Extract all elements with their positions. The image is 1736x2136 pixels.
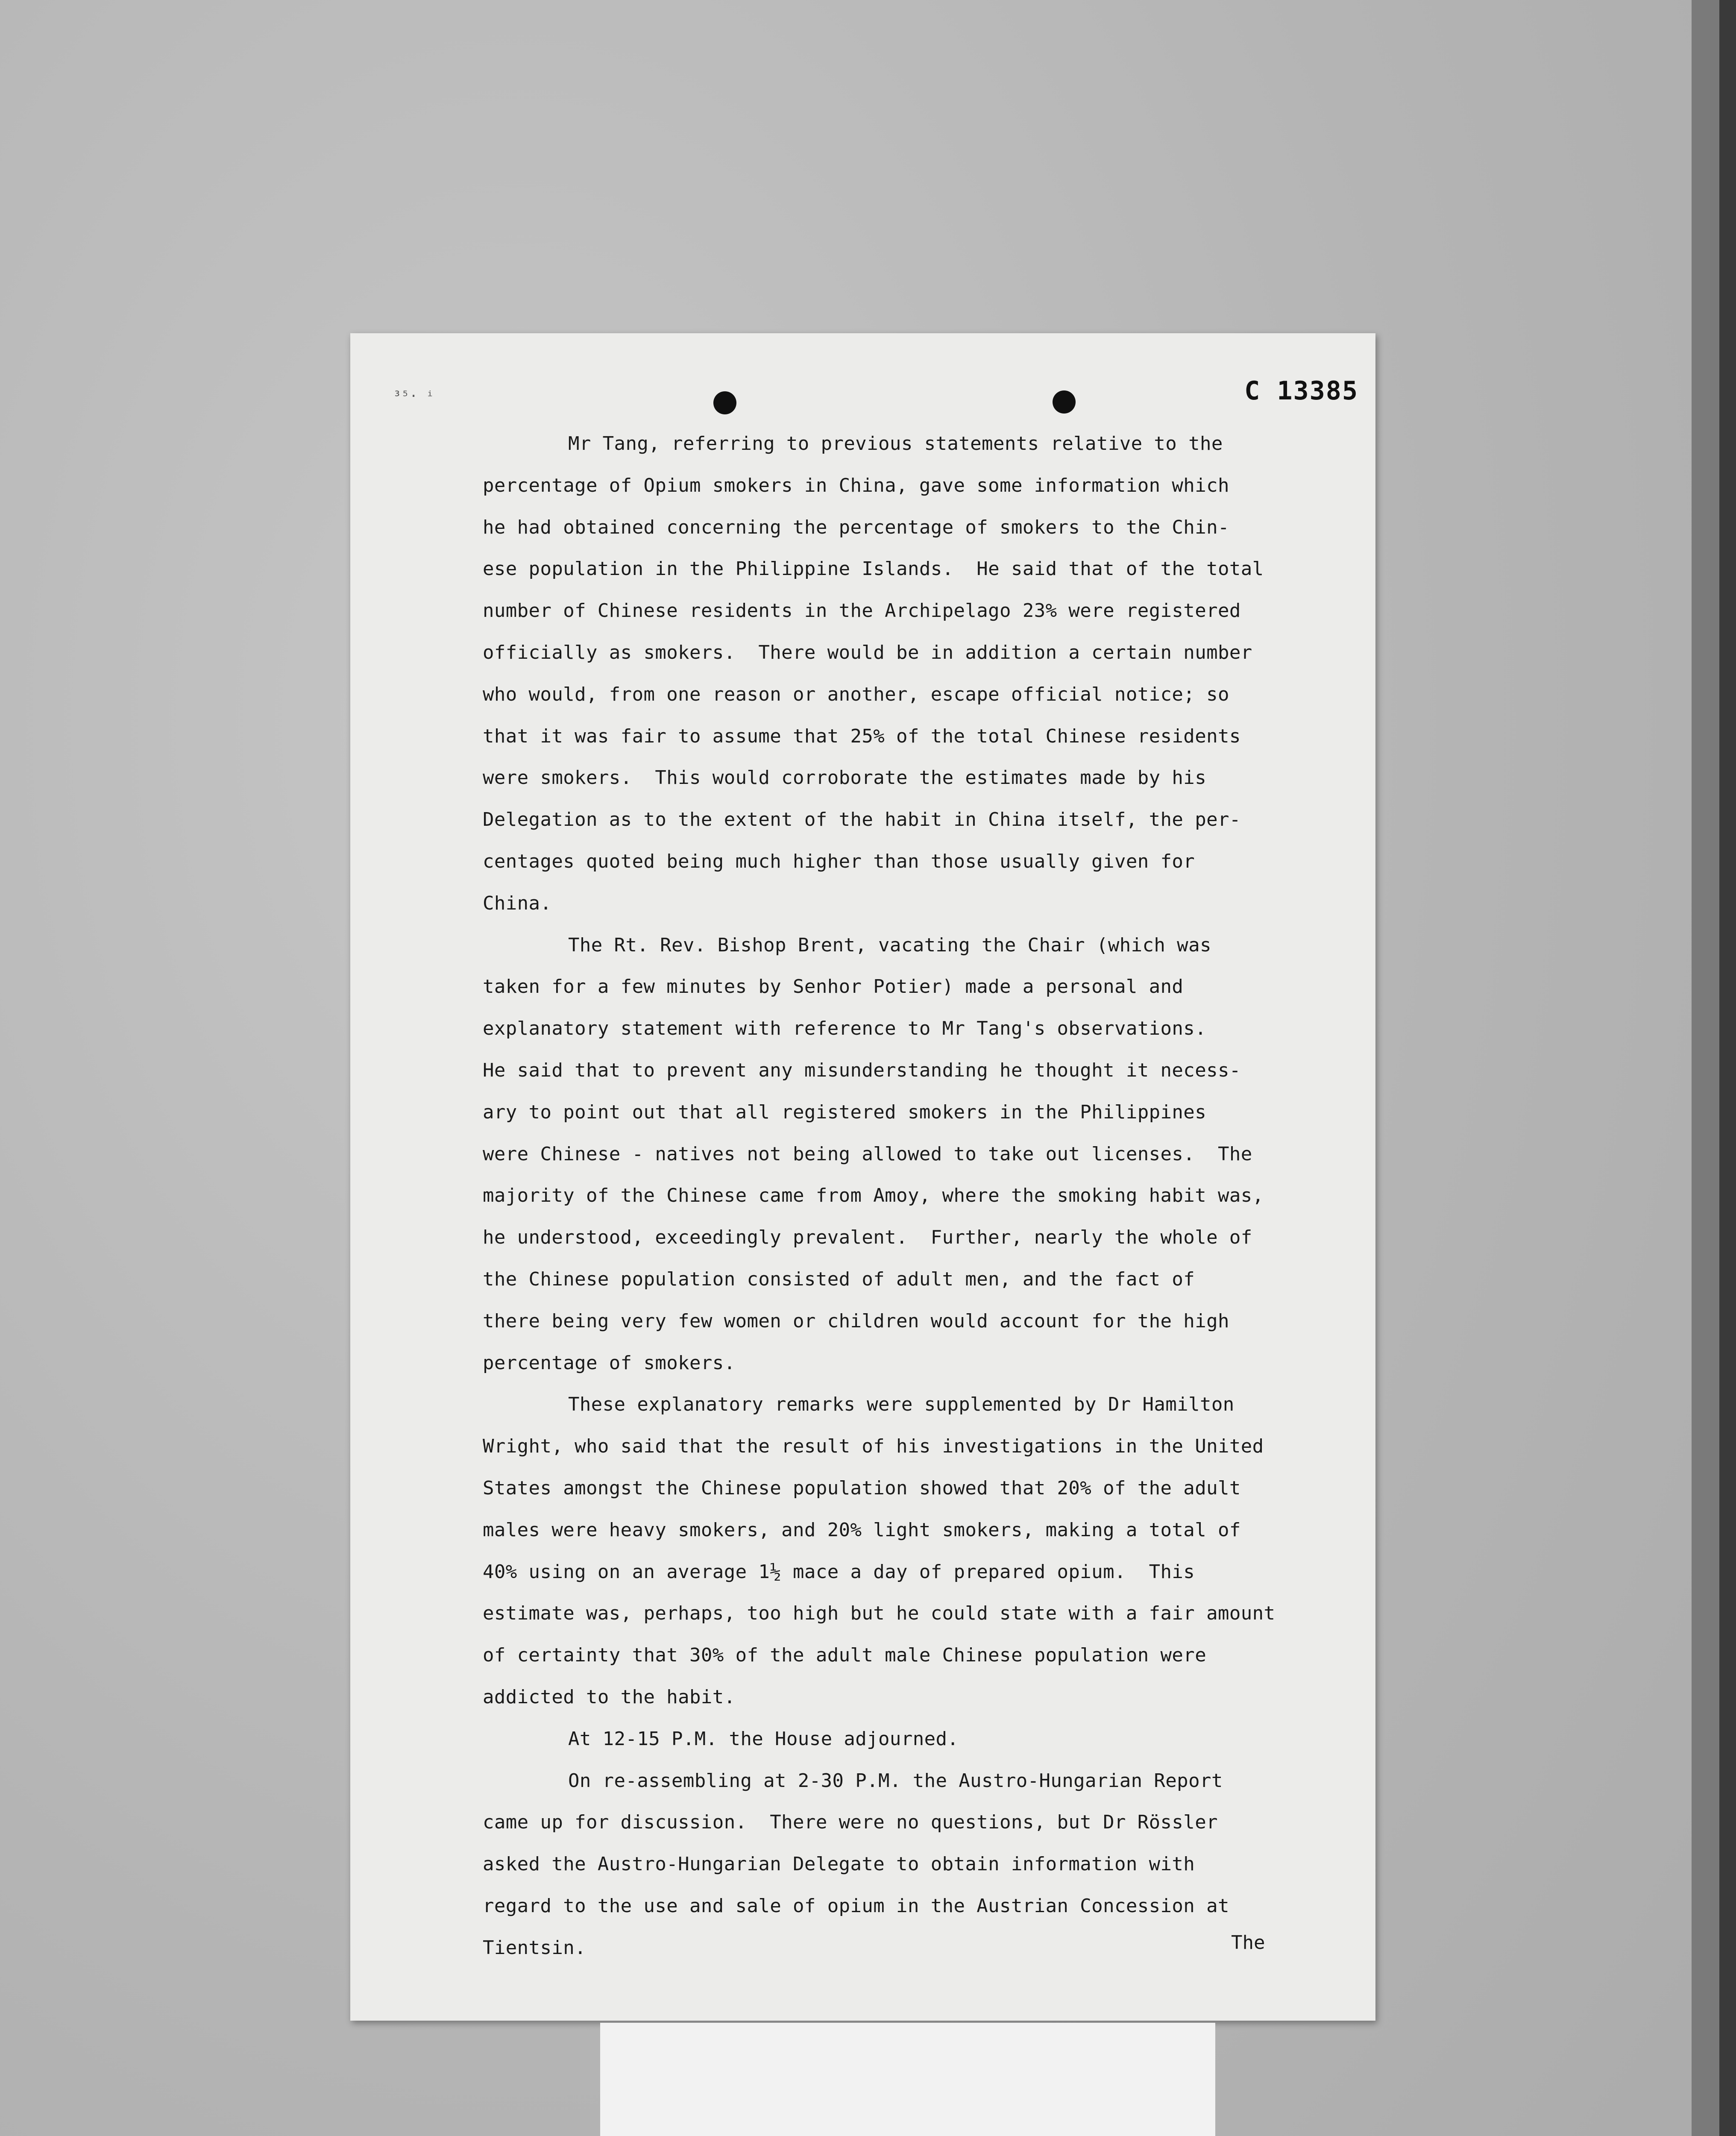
text-line: were Chinese - natives not being allowed to take out licenses. The xyxy=(483,1143,1252,1165)
text-line: centages quoted being much higher than those usually given for xyxy=(483,850,1195,872)
text-line: asked the Austro-Hungarian Delegate to obtain information with xyxy=(483,1853,1195,1875)
text-line: percentage of smokers. xyxy=(483,1352,736,1374)
text-line: of certainty that 30% of the adult male Chinese population were xyxy=(483,1644,1207,1667)
text-line: He said that to prevent any misunderstanding he thought it necess- xyxy=(483,1059,1241,1081)
text-line: The Rt. Rev. Bishop Brent, vacating the Chair (which was xyxy=(568,934,1211,956)
text-line: explanatory statement with reference to Mr Tang's observations. xyxy=(483,1018,1207,1040)
text-line: States amongst the Chinese population showed that 20% of the adult xyxy=(483,1477,1241,1499)
text-line: estimate was, perhaps, too high but he could state with a fair amount xyxy=(483,1602,1276,1625)
text-line: he understood, exceedingly prevalent. Further, nearly the whole of xyxy=(483,1226,1252,1249)
marginal-mark: ³⁵· ⁱ xyxy=(393,388,434,404)
text-line: number of Chinese residents in the Archipelago 23% were registered xyxy=(483,600,1241,622)
catchword: The xyxy=(1231,1932,1265,1954)
punch-hole xyxy=(1053,390,1076,414)
text-line: regard to the use and sale of opium in the Austrian Concession at xyxy=(483,1895,1229,1917)
text-line: ary to point out that all registered smokers in the Philippines xyxy=(483,1101,1207,1123)
text-line: the Chinese population consisted of adult men, and the fact of xyxy=(483,1268,1195,1290)
text-line: At 12-15 P.M. the House adjourned. xyxy=(568,1728,959,1750)
text-line: that it was fair to assume that 25% of the total Chinese residents xyxy=(483,725,1241,747)
document-body xyxy=(483,423,1341,1969)
archive-label-card xyxy=(600,2023,1215,2136)
text-line: majority of the Chinese came from Amoy, where the smoking habit was, xyxy=(483,1185,1264,1207)
document-id-stamp: C 13385 xyxy=(1244,376,1358,406)
film-edge xyxy=(1719,0,1736,2136)
text-line: who would, from one reason or another, escape official notice; so xyxy=(483,683,1229,705)
text-line: Mr Tang, referring to previous statements relative to the xyxy=(568,433,1223,455)
text-line: percentage of Opium smokers in China, gave some information which xyxy=(483,474,1229,496)
punch-hole xyxy=(713,391,736,414)
text-line: there being very few women or children would account for the high xyxy=(483,1310,1229,1332)
text-line: ese population in the Philippine Islands. He said that of the total xyxy=(483,558,1264,580)
text-line: China. xyxy=(483,892,552,914)
typed-document-page xyxy=(350,333,1375,2021)
text-line: were smokers. This would corroborate the estimates made by his xyxy=(483,767,1207,789)
text-line: addicted to the habit. xyxy=(483,1686,736,1708)
text-line: Wright, who said that the result of his investigations in the United xyxy=(483,1435,1264,1458)
text-line: officially as smokers. There would be in addition a certain number xyxy=(483,641,1252,663)
text-line: Tientsin. xyxy=(483,1936,586,1959)
text-line: Delegation as to the extent of the habit in China itself, the per- xyxy=(483,809,1241,831)
text-line: These explanatory remarks were supplemented by Dr Hamilton xyxy=(568,1394,1235,1416)
text-line: males were heavy smokers, and 20% light smokers, making a total of xyxy=(483,1519,1241,1541)
text-line: came up for discussion. There were no questions, but Dr Rössler xyxy=(483,1811,1218,1834)
text-line: taken for a few minutes by Senhor Potier) made a personal and xyxy=(483,976,1184,998)
text-line: On re-assembling at 2-30 P.M. the Austro-Hungarian Report xyxy=(568,1769,1223,1792)
text-line: he had obtained concerning the percentage of smokers to the Chin- xyxy=(483,516,1229,538)
text-line: 40% using on an average 1½ mace a day of prepared opium. This xyxy=(483,1561,1195,1583)
